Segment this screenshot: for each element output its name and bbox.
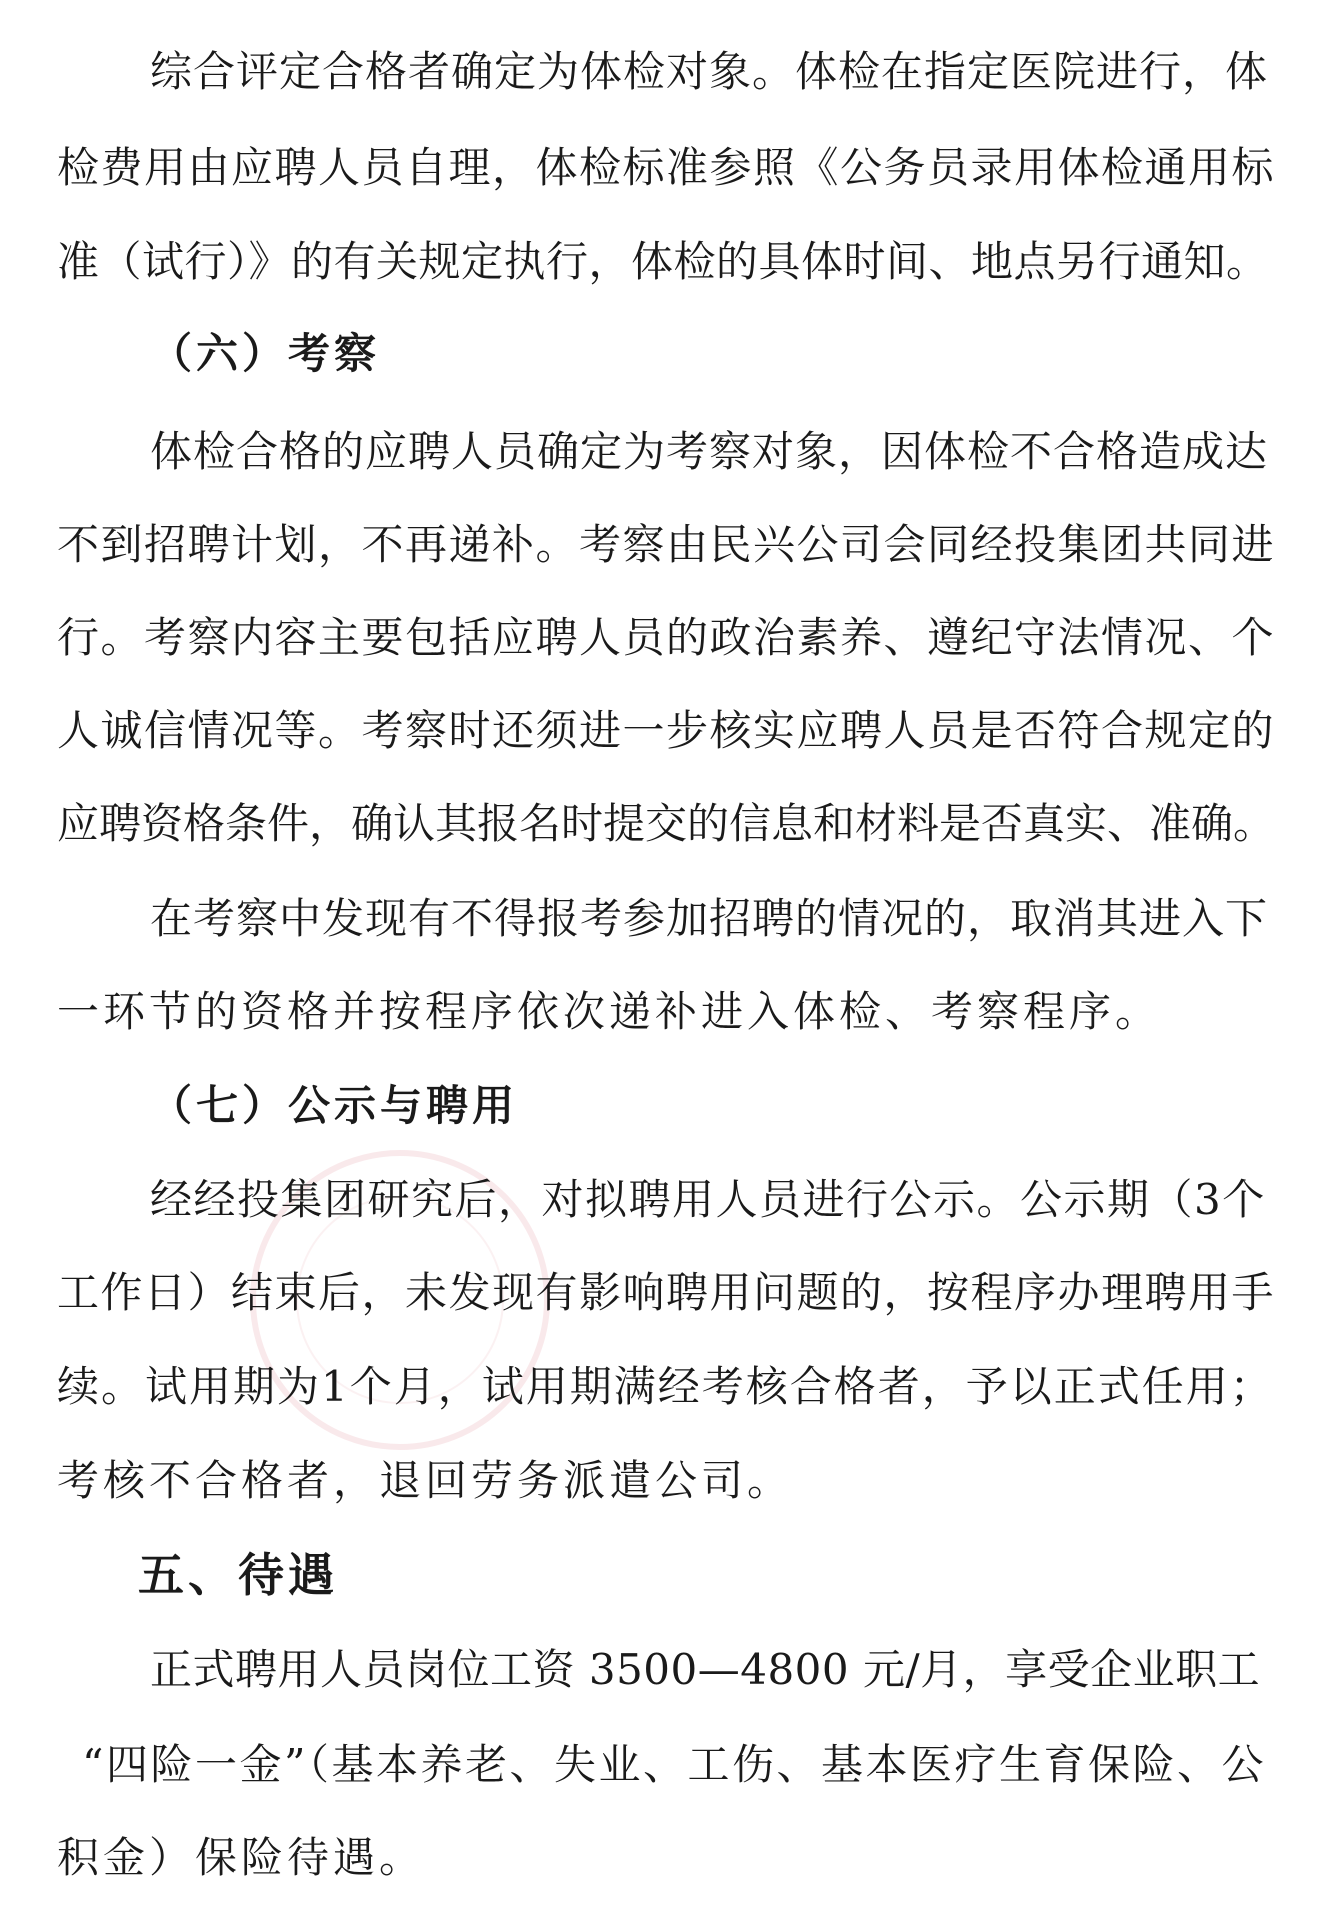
paragraph-line: 准（试行）》的有关规定执行，体检的具体时间、地点另行通知。 bbox=[57, 237, 1269, 286]
paragraph-line: 检费用由应聘人员自理，体检标准参照《公务员录用体检通用标 bbox=[57, 143, 1276, 192]
paragraph-line: 不到招聘计划，不再递补。考察由民兴公司会同经投集团共同进 bbox=[57, 520, 1276, 569]
section-heading-publicity-hiring: （七）公示与聘用 bbox=[150, 1081, 519, 1130]
paragraph-line: 正式聘用人员岗位工资 3500—4800 元/月，享受企业职工 bbox=[150, 1645, 1261, 1694]
paragraph-line: 综合评定合格者确定为体检对象。体检在指定医院进行，体 bbox=[150, 47, 1269, 96]
paragraph-line: 在考察中发现有不得报考参加招聘的情况的，取消其进入下 bbox=[150, 894, 1269, 943]
paragraph-line: 人诚信情况等。考察时还须进一步核实应聘人员是否符合规定的 bbox=[57, 706, 1276, 755]
paragraph-line: “四险一金”（基本养老、失业、工伤、基本医疗生育保险、公 bbox=[82, 1740, 1266, 1789]
paragraph-line: 工作日）结束后，未发现有影响聘用问题的，按程序办理聘用手 bbox=[57, 1268, 1276, 1317]
paragraph-line: 行。考察内容主要包括应聘人员的政治素养、遵纪守法情况、个 bbox=[57, 613, 1276, 662]
section-heading-inspection: （六）考察 bbox=[150, 329, 381, 378]
paragraph-line: 经经投集团研究后，对拟聘用人员进行公示。公示期（3个 bbox=[150, 1175, 1266, 1224]
paragraph-line: 考核不合格者，退回劳务派遣公司。 bbox=[57, 1456, 794, 1505]
paragraph-line: 积金）保险待遇。 bbox=[57, 1833, 426, 1882]
paragraph-line: 一环节的资格并按程序依次递补进入体检、考察程序。 bbox=[57, 987, 1162, 1036]
paragraph-line: 续。试用期为1个月，试用期满经考核合格者，予以正式任用； bbox=[57, 1362, 1274, 1411]
paragraph-line: 体检合格的应聘人员确定为考察对象，因体检不合格造成达 bbox=[150, 427, 1269, 476]
paragraph-line: 应聘资格条件，确认其报名时提交的信息和材料是否真实、准确。 bbox=[57, 799, 1276, 848]
section-heading-compensation: 五、待遇 bbox=[138, 1548, 338, 1602]
